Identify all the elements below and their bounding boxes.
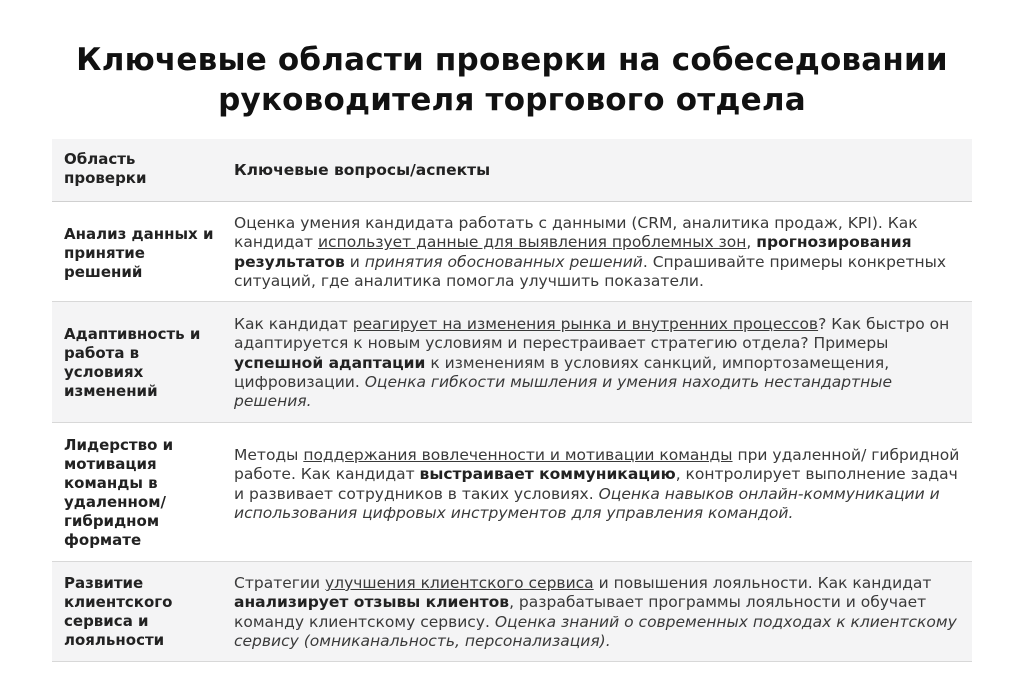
- bold-text: успешной адаптации: [234, 353, 426, 372]
- table-row: [52, 302, 972, 423]
- bold-text: анализирует отзывы клиентов: [234, 593, 510, 612]
- text-segment: к изменениям в условиях санкций, импортозамещения, цифровизации.: [234, 353, 890, 391]
- row-aspects: [222, 562, 972, 661]
- row-area: Лидерство и мотивация команды в удаленном/ гибридном формате: [64, 436, 174, 549]
- row-aspects: [222, 202, 972, 301]
- header-area: Область проверки: [64, 150, 147, 187]
- underlined-text: улучшения клиентского сервиса: [324, 574, 594, 592]
- bold-text: выстраивает коммуникацию: [419, 465, 676, 484]
- table-header-row: [52, 139, 972, 202]
- underlined-text: поддержания вовлеченности и мотивации команды: [303, 446, 733, 464]
- row-area: Анализ данных и принятие решений: [64, 225, 214, 281]
- table-row: [52, 423, 972, 562]
- header-aspects: Ключевые вопросы/аспекты: [234, 161, 491, 179]
- text-segment: ,: [746, 233, 757, 252]
- text-segment: ? Как быстро он адаптируется к новым условиям и перестраивает стратегию отдела? Примеры: [234, 315, 950, 353]
- text-segment: Стратегии: [234, 574, 325, 592]
- row-area: Развитие клиентского сервиса и лояльности: [64, 574, 173, 649]
- areas-table: [52, 139, 972, 662]
- underlined-text: использует данные для выявления проблемных зон: [317, 233, 747, 252]
- text-segment: при удаленной/ гибридной работе. Как кандидат: [234, 446, 960, 484]
- italic-text: Оценка навыков онлайн-коммуникации и использования цифровых инструментов для управления командой.: [234, 484, 940, 522]
- text-segment: Как кандидат: [234, 315, 353, 333]
- text-segment: и: [344, 252, 365, 271]
- text-segment: Оценка умения кандидата работать с данными (CRM, аналитика продаж, KPI). Как кандидат: [234, 214, 918, 252]
- row-area: Адаптивность и работа в условиях изменений: [64, 325, 201, 400]
- bold-text: прогнозирования результатов: [234, 233, 912, 271]
- text-segment: . Спрашивайте примеры конкретных ситуаций, где аналитика помогла улучшить показатели.: [234, 252, 947, 290]
- text-segment: Методы: [234, 446, 304, 464]
- text-segment: , контролирует выполнение задач и развивает сотрудников в таких условиях.: [234, 465, 958, 503]
- table-row: [52, 202, 972, 302]
- row-aspects: [222, 423, 972, 561]
- text-segment: , разрабатывает программы лояльности и обучает команду клиентскому сервису.: [234, 593, 927, 631]
- italic-text: принятия обоснованных решений: [364, 252, 643, 271]
- italic-text: Оценка гибкости мышления и умения находить нестандартные решения.: [234, 372, 892, 411]
- row-aspects: [222, 302, 972, 422]
- table-row: [52, 562, 972, 662]
- italic-text: Оценка знаний о современных подходах к клиентскому сервису (омниканальность, персонализация).: [234, 612, 957, 650]
- text-segment: и повышения лояльности. Как кандидат: [593, 574, 932, 592]
- page-title: Ключевые области проверки на собеседовании руководителя торгового отдела: [76, 42, 948, 118]
- underlined-text: реагирует на изменения рынка и внутренних процессов: [352, 315, 819, 333]
